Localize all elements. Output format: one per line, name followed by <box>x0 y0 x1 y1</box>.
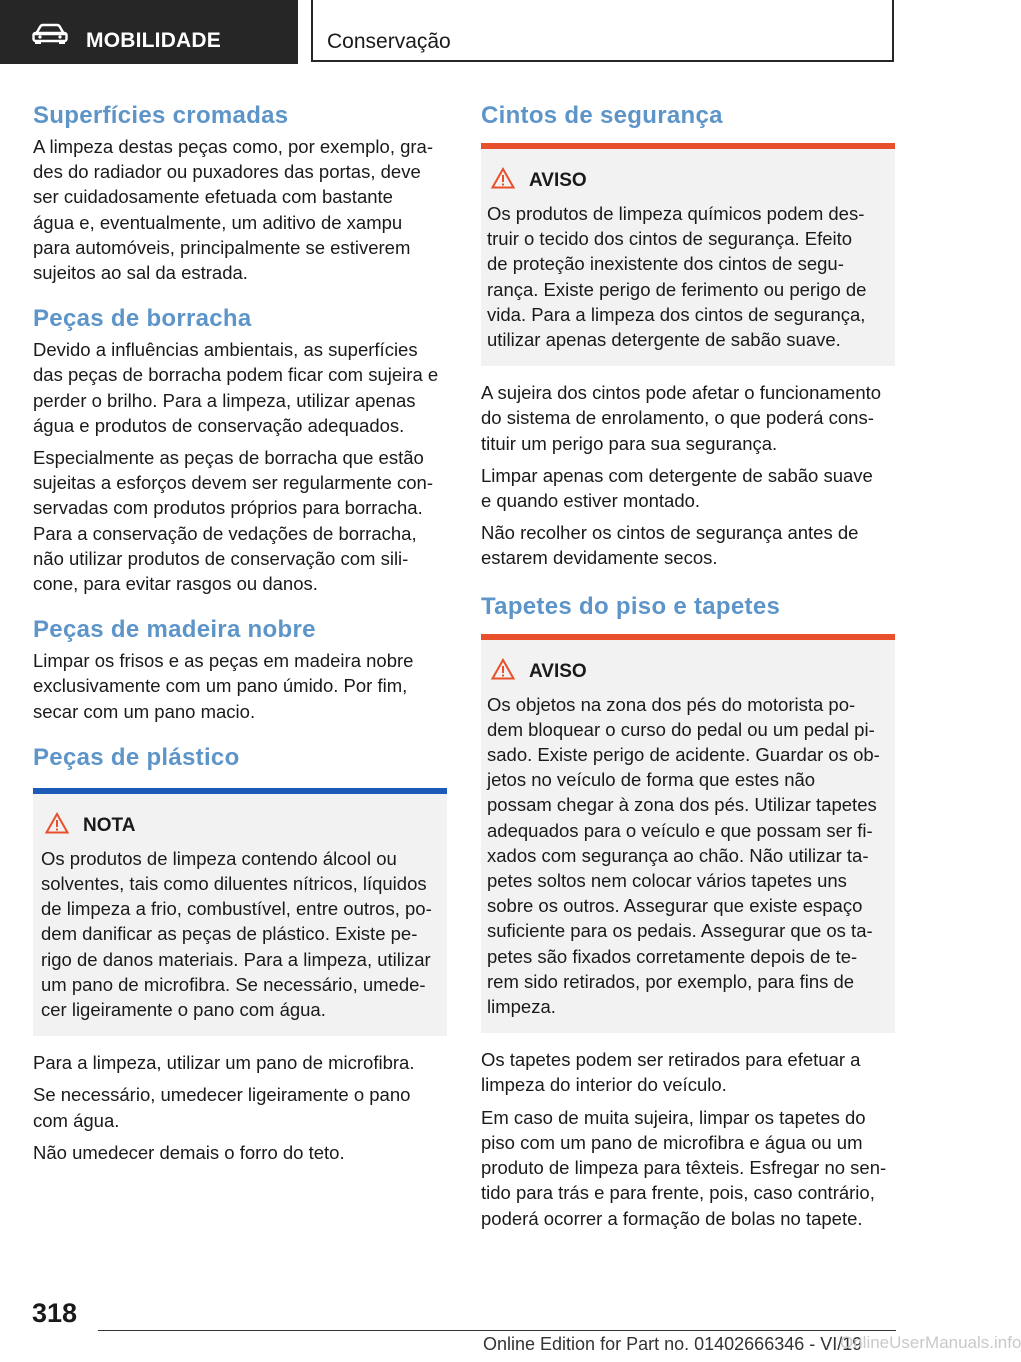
text-line: Em caso de muita sujeira, limpar os tapetes do <box>481 1106 866 1128</box>
text-line: adequados para o veículo e que possam ser fi‐ <box>487 819 873 841</box>
text-line: perder o brilho. Para a limpeza, utilizar apenas <box>33 389 416 411</box>
text-line: Os produtos de limpeza contendo álcool ou <box>41 847 397 869</box>
section-title: MOBILIDADE <box>86 29 221 52</box>
text-line: para automóveis, principalmente se estiverem <box>33 236 411 258</box>
paragraph <box>481 380 895 456</box>
footer-divider <box>98 1330 896 1331</box>
paragraph <box>33 1140 447 1165</box>
text-line: tituir um perigo para sua segurança. <box>481 432 778 454</box>
text-line: Limpar os frisos e as peças em madeira nobre <box>33 650 414 672</box>
aviso-box <box>481 143 895 366</box>
text-line: petes soltos nem colocar vários tapetes uns <box>487 870 847 892</box>
text-line: cer ligeiramente o pano com água. <box>41 999 326 1021</box>
nota-box <box>33 788 447 1036</box>
text-line: Os produtos de limpeza químicos podem des‐ <box>487 203 865 224</box>
text-line: tido para trás e para frente, pois, caso contrário, <box>481 1182 875 1204</box>
paragraph <box>481 463 895 513</box>
section-tab[interactable] <box>0 0 298 64</box>
text-line: Para a limpeza, utilizar um pano de microfibra. <box>33 1052 415 1074</box>
text-line: cone, para evitar rasgos ou danos. <box>33 573 318 595</box>
text-line: das peças de borracha podem ficar com sujeira e <box>33 364 439 386</box>
aviso-label: AVISO <box>529 170 587 191</box>
text-line: e quando estiver montado. <box>481 490 701 512</box>
text-line: água e produtos de conservação adequados. <box>33 414 405 436</box>
text-line: secar com um pano macio. <box>33 700 256 722</box>
aviso-box <box>481 634 895 1034</box>
text-line: utilizar apenas detergente de sabão suave. <box>487 329 841 351</box>
aviso-header <box>487 658 885 686</box>
text-line: xados com segurança ao chão. Não utilizar ta‐ <box>487 844 869 866</box>
aviso-text <box>487 692 885 1020</box>
heading-pecas-de-plastico: Peças de plástico <box>33 743 240 771</box>
warning-triangle-icon <box>491 167 515 195</box>
heading-superficies-cromadas: Superfícies cromadas <box>33 102 289 129</box>
car-icon <box>32 24 68 49</box>
text-line: solventes, tais como diluentes nítricos, líquidos <box>41 873 427 895</box>
heading-cintos-de-seguranca: Cintos de segurança <box>481 102 723 129</box>
text-line: Devido a influências ambientais, as superfícies <box>33 339 418 361</box>
aviso-header <box>487 167 885 195</box>
text-line: petes são fixados corretamente depois de te‐ <box>487 945 858 967</box>
text-line: des do radiador ou puxadores das portas, deve <box>33 161 421 183</box>
heading-pecas-de-borracha: Peças de borracha <box>33 305 252 333</box>
text-line: estarem devidamente secos. <box>481 547 718 569</box>
text-line: Especialmente as peças de borracha que estão <box>33 447 424 469</box>
paragraph <box>33 337 447 438</box>
text-line: ser cuidadosamente efetuada com bastante <box>33 186 393 208</box>
text-line: exclusivamente com um pano úmido. Por fim, <box>33 675 408 697</box>
text-line: piso com um pano de microfibra e água ou um <box>481 1131 863 1153</box>
text-line: poderá ocorrer a formação de bolas no tapete. <box>481 1207 863 1229</box>
text-line: Os tapetes podem ser retirados para efetuar a <box>481 1049 861 1071</box>
heading-pecas-de-madeira-nobre: Peças de madeira nobre <box>33 616 316 644</box>
text-line: possam chegar à zona dos pés. Utilizar tapetes <box>487 794 877 816</box>
text-line: jetos no veículo de forma que estes não <box>487 769 816 791</box>
text-line: Para a conservação de vedações de borracha, <box>33 522 417 544</box>
text-line: Não umedecer demais o forro do teto. <box>33 1141 345 1163</box>
left-column <box>33 100 447 1165</box>
text-line: servadas com produtos próprios para borracha. <box>33 497 423 519</box>
nota-header <box>41 812 435 840</box>
text-line: sujeitos ao sal da estrada. <box>33 262 248 284</box>
paragraph <box>481 1047 895 1097</box>
right-column <box>481 100 895 1231</box>
text-line: truir o tecido dos cintos de segurança. Efeito <box>487 228 853 250</box>
text-line: limpeza. <box>487 996 556 1018</box>
text-line: do sistema de enrolamento, o que poderá cons‐ <box>481 407 874 429</box>
warning-triangle-icon <box>491 658 515 686</box>
paragraph <box>33 648 447 724</box>
text-line: sujeitas a esforços devem ser regularmente con‐ <box>33 472 433 494</box>
text-line: produto de limpeza para têxteis. Esfregar no sen‐ <box>481 1157 887 1179</box>
aviso-content <box>481 149 895 366</box>
nota-text <box>41 846 435 1022</box>
edition-text: Online Edition for Part no. 01402666346 - VI/19 <box>483 1334 863 1354</box>
text-line: Os objetos na zona dos pés do motorista po‐ <box>487 693 856 715</box>
page-number: 318 <box>32 1298 78 1328</box>
chapter-tab[interactable] <box>311 0 894 62</box>
text-line: dem danificar as peças de plástico. Existe pe‐ <box>41 923 418 945</box>
paragraph <box>33 1050 447 1075</box>
nota-label: NOTA <box>83 814 136 836</box>
aviso-label: AVISO <box>529 660 587 682</box>
text-line: sobre os outros. Assegurar que existe espaço <box>487 895 863 917</box>
text-line: um pano de microfibra. Se necessário, umede‐ <box>41 973 426 995</box>
text-line: de proteção inexistente dos cintos de segu‐ <box>487 253 844 275</box>
text-line: vida. Para a limpeza dos cintos de segurança, <box>487 303 866 325</box>
text-line: limpeza do interior do veículo. <box>481 1074 727 1096</box>
text-line: dem bloquear o curso do pedal ou um pedal pi‐ <box>487 718 875 740</box>
paragraph <box>33 445 447 596</box>
text-line: A limpeza destas peças como, por exemplo, gra‐ <box>33 136 433 157</box>
nota-content <box>33 794 447 1036</box>
warning-triangle-icon <box>45 812 69 840</box>
text-line: água e, eventualmente, um aditivo de xampu <box>33 211 403 233</box>
watermark: OnlineUserManuals.info <box>840 1333 1021 1352</box>
text-line: sado. Existe perigo de acidente. Guardar os ob‐ <box>487 744 880 766</box>
text-line: suficiente para os pedais. Assegurar que os ta‐ <box>487 920 873 942</box>
paragraph <box>33 134 447 285</box>
paragraph <box>481 520 895 570</box>
text-line: rem sido retirados, por exemplo, para fins de <box>487 970 855 992</box>
text-line: rigo de danos materiais. Para a limpeza, utilizar <box>41 948 431 970</box>
paragraph <box>33 1082 447 1132</box>
chapter-title: Conservação <box>327 30 451 53</box>
text-line: de limpeza a frio, combustível, entre outros, po‐ <box>41 898 432 920</box>
aviso-content <box>481 640 895 1034</box>
text-line: Não recolher os cintos de segurança antes de <box>481 522 859 544</box>
text-line: Se necessário, umedecer ligeiramente o pano <box>33 1084 411 1106</box>
text-line: rança. Existe perigo de ferimento ou perigo de <box>487 278 867 300</box>
aviso-text <box>487 201 885 352</box>
text-line: não utilizar produtos de conservação com sili‐ <box>33 547 409 569</box>
text-line: com água. <box>33 1109 120 1131</box>
text-line: A sujeira dos cintos pode afetar o funcionamento <box>481 382 882 404</box>
paragraph <box>481 1105 895 1231</box>
text-line: Limpar apenas com detergente de sabão suave <box>481 464 873 486</box>
heading-tapetes: Tapetes do piso e tapetes <box>481 592 781 620</box>
